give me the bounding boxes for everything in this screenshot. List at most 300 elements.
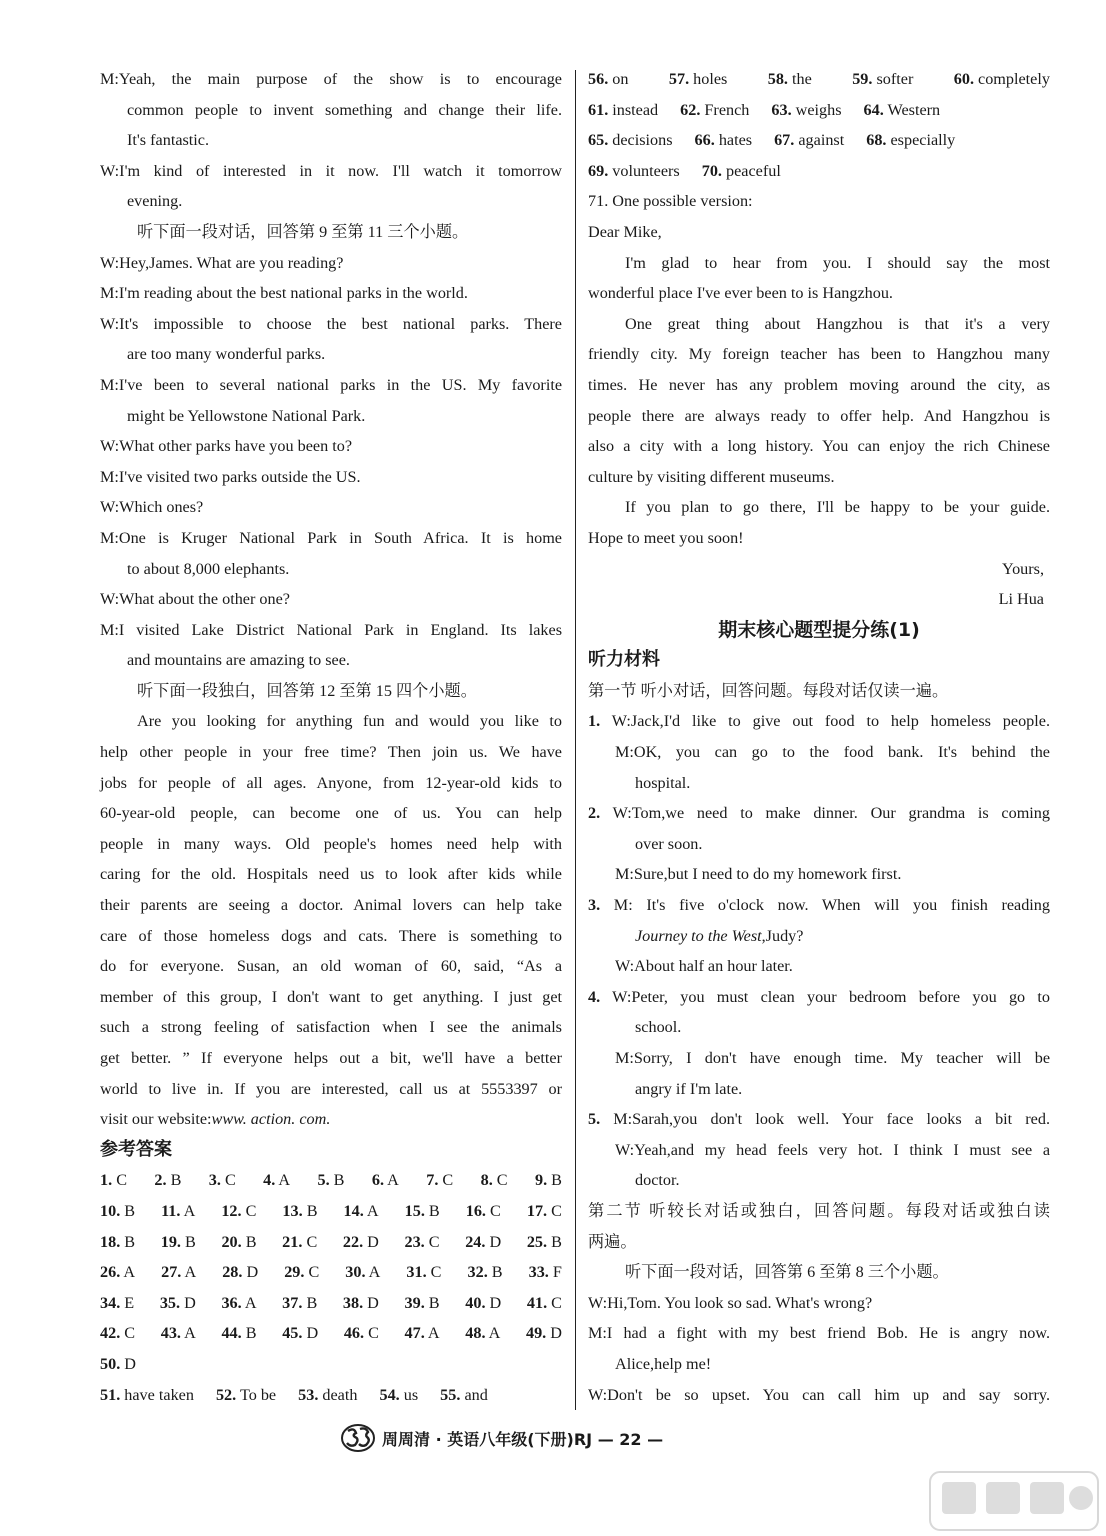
- answer-value: weighs: [791, 100, 842, 119]
- answer-item: [954, 64, 1050, 95]
- answer-item: [344, 1318, 379, 1349]
- answer-item: [221, 1318, 256, 1349]
- essay-line: I'm glad to hear from you. I should say the most: [625, 253, 1050, 272]
- answer-value: D: [363, 1232, 379, 1251]
- answer-value: peaceful: [721, 161, 781, 180]
- answer-item: [405, 1288, 440, 1319]
- dialog-line: M:I'm reading about the best national parks in the world.: [100, 284, 468, 303]
- essay-line: times. He never has any problem moving around the city, as: [588, 375, 1050, 394]
- answer-value: B: [302, 1293, 318, 1312]
- answer-item: [588, 64, 628, 95]
- answer-number: 70.: [701, 161, 722, 180]
- dialog-text: W:Jack,I'd like to give out food to help homeless people.: [611, 712, 1050, 731]
- answer-value: Western: [883, 100, 941, 119]
- answer-number: 47.: [404, 1324, 425, 1343]
- dialog-line: W:It's impossible to choose the best national parks. There: [100, 314, 562, 333]
- dialog-line: to about 8,000 elephants.: [127, 559, 290, 578]
- answer-item: [465, 1288, 501, 1319]
- dialog-line: [588, 982, 1050, 1013]
- item-number: 4.: [588, 987, 601, 1006]
- answer-number: 31.: [406, 1263, 427, 1282]
- answer-value: C: [547, 1293, 562, 1312]
- answer-item: [527, 1288, 562, 1319]
- answer-number: 60.: [953, 70, 974, 88]
- dialog-line: W:What other parks have you been to?: [100, 437, 353, 456]
- answer-number: 5.: [317, 1171, 330, 1190]
- part2-heading: 第二节 听较长对话或独白，回答问题。每段对话或独白读: [588, 1201, 1050, 1220]
- answer-value: C: [220, 1171, 236, 1190]
- answer-number: 62.: [680, 100, 701, 119]
- answer-value: A: [363, 1201, 379, 1220]
- answer-number: 69.: [588, 161, 609, 180]
- answer-item: [100, 1227, 135, 1258]
- answer-value: A: [181, 1263, 197, 1282]
- answer-value: softer: [872, 70, 914, 88]
- answer-value: A: [384, 1171, 399, 1190]
- page-footer: [340, 1418, 663, 1458]
- answer-key: [588, 64, 1050, 186]
- monologue-line: jobs for people of all ages. Anyone, from 12-year-old kids to: [100, 773, 562, 792]
- answer-item: [526, 1318, 562, 1349]
- answer-row: [588, 156, 1050, 187]
- website-url: www. action. com.: [211, 1110, 331, 1129]
- answer-key: [100, 1165, 562, 1410]
- answer-row: [100, 1318, 562, 1349]
- dialog-line: M:OK, you can go to the food bank. It's behind the: [615, 743, 1050, 762]
- answers-heading: 参考答案: [100, 1138, 172, 1160]
- section-title: 期末核心题型提分练(1): [718, 618, 920, 641]
- answer-number: 7.: [426, 1171, 439, 1190]
- dialog-line: school.: [635, 1018, 682, 1037]
- answer-number: 37.: [282, 1293, 303, 1312]
- dialog-line: [588, 890, 1050, 921]
- answer-number: 6.: [371, 1171, 384, 1190]
- answer-number: 22.: [342, 1232, 364, 1251]
- answer-value: B: [329, 1171, 345, 1190]
- answer-number: 65.: [588, 131, 609, 150]
- dialog-line: W:About half an hour later.: [615, 957, 793, 976]
- answer-value: C: [492, 1171, 508, 1190]
- answer-item: [852, 64, 913, 95]
- dialog-line: M:Yeah, the main purpose of the show is to encourage: [100, 70, 562, 88]
- answer-value: A: [424, 1324, 440, 1343]
- answer-value: A: [275, 1171, 291, 1190]
- answer-item: [669, 64, 727, 95]
- answer-item: [535, 1165, 562, 1196]
- answer-item: [154, 1165, 181, 1196]
- answer-value: have taken: [120, 1385, 194, 1404]
- answer-item: [588, 95, 658, 126]
- answer-row: [100, 1288, 562, 1319]
- monologue-line: care of those homeless dogs and cats. There is something to: [100, 926, 562, 945]
- monologue-line: do for everyone. Susan, an old woman of 60, said, “As a: [100, 957, 562, 976]
- dialog-line: might be Yellowstone National Park.: [127, 406, 366, 425]
- question-note: 听下面一段独白，回答第 12 至第 15 四个小题。: [137, 681, 477, 700]
- answer-item: [468, 1257, 503, 1288]
- answer-value: us: [399, 1385, 419, 1404]
- answer-number: 28.: [222, 1263, 243, 1282]
- answer-number: 12.: [221, 1201, 242, 1220]
- answer-item: [426, 1165, 453, 1196]
- answer-item: [588, 125, 673, 156]
- answer-value: C: [485, 1201, 501, 1220]
- answer-value: A: [365, 1263, 381, 1282]
- dialog-text: M: It's five o'clock now. When will you finish reading: [613, 896, 1050, 915]
- answer-number: 59.: [852, 70, 873, 88]
- item-number: 1.: [588, 712, 601, 731]
- answer-item: [221, 1227, 256, 1258]
- answer-row: [100, 1380, 562, 1411]
- answer-value: A: [180, 1201, 196, 1220]
- monologue-line: people in many ways. Old people's homes need help with: [100, 834, 562, 853]
- answer-item: [481, 1165, 508, 1196]
- essay-line: people there are always ready to offer help. And Hangzhou is: [588, 406, 1050, 425]
- answer-item: [298, 1380, 357, 1411]
- dialog-line: Alice,help me!: [615, 1354, 712, 1373]
- watermark-logo: [926, 1468, 1102, 1534]
- answer-number: 9.: [534, 1171, 548, 1190]
- answer-item: [100, 1257, 135, 1288]
- answer-item: [379, 1380, 418, 1411]
- answer-number: 33.: [528, 1263, 549, 1282]
- dialog-line: over soon.: [635, 834, 703, 853]
- essay-line: friendly city. My foreign teacher has been to Hangzhou many: [588, 345, 1050, 364]
- answer-item: [866, 125, 955, 156]
- answer-value: D: [485, 1232, 502, 1251]
- answer-value: C: [424, 1232, 440, 1251]
- dialog-line: M:I've been to several national parks in the US. My favorite: [100, 375, 562, 394]
- answer-value: E: [120, 1293, 135, 1312]
- answer-number: 18.: [100, 1232, 121, 1251]
- answer-number: 2.: [154, 1171, 167, 1190]
- answer-number: 38.: [342, 1293, 364, 1312]
- dialog-line: M:Sorry, I don't have enough time. My teacher will be: [615, 1049, 1050, 1067]
- answer-value: C: [364, 1324, 379, 1343]
- answer-item: [588, 156, 680, 187]
- footer-text: 周周清 · 英语八年级(下册)RJ — 22 —: [382, 1429, 664, 1449]
- answer-value: B: [487, 1263, 503, 1282]
- answer-number: 29.: [284, 1263, 305, 1282]
- answer-value: B: [166, 1171, 182, 1190]
- answer-number: 66.: [694, 131, 715, 150]
- monologue-line: get better. ” If everyone helps out a bit, we'll have a better: [100, 1049, 562, 1067]
- dialog-line: W:Don't be so upset. You can call him up and say sorry.: [588, 1385, 1050, 1404]
- answer-value: C: [112, 1171, 127, 1190]
- question-note: 听下面一段对话，回答第 9 至第 11 三个小题。: [137, 222, 469, 241]
- answer-value: C: [302, 1232, 318, 1251]
- answer-value: holes: [689, 70, 728, 88]
- answer-row: [100, 1227, 562, 1258]
- dialog-line: common people to invent something and change their life.: [127, 100, 562, 119]
- answer-item: [768, 64, 812, 95]
- item-number: 2.: [588, 804, 601, 823]
- answer-value: B: [241, 1232, 257, 1251]
- answer-number: 54.: [379, 1385, 400, 1404]
- answer-value: A: [120, 1263, 136, 1282]
- answer-row: [588, 125, 1050, 156]
- answer-value: B: [120, 1232, 136, 1251]
- answer-number: 68.: [866, 131, 887, 150]
- monologue-line: their parents are seeing a doctor. Animal lovers can help take: [100, 896, 562, 915]
- answer-item: [100, 1196, 135, 1227]
- answer-number: 39.: [404, 1293, 425, 1312]
- answer-item: [221, 1196, 256, 1227]
- answer-item: [100, 1288, 134, 1319]
- essay-line: also a city with a long history. You can enjoy the rich Chinese: [588, 437, 1050, 456]
- essay-line: wonderful place I've ever been to is Hangzhou.: [588, 284, 893, 303]
- salutation: Dear Mike,: [588, 222, 662, 241]
- answer-value: D: [363, 1293, 379, 1312]
- answer-item: [284, 1257, 319, 1288]
- answer-number: 20.: [221, 1232, 242, 1251]
- answer-number: 13.: [282, 1201, 303, 1220]
- answer-value: on: [608, 70, 629, 88]
- answer-item: [405, 1318, 440, 1349]
- answer-number: 19.: [160, 1232, 181, 1251]
- answer-number: 55.: [440, 1385, 461, 1404]
- answer-item: [160, 1288, 196, 1319]
- answer-value: D: [302, 1324, 319, 1343]
- monologue-line: world to live in. If you are interested, call us at 5553397 or: [100, 1079, 562, 1098]
- dialog-line: W:Which ones?: [100, 498, 204, 517]
- left-column: [100, 64, 562, 1410]
- answer-item: [680, 95, 749, 126]
- monologue-line: member of this group, I don't want to get anything. I just get: [100, 987, 562, 1006]
- monologue-line: such a strong feeling of satisfaction when I see the animals: [100, 1018, 562, 1037]
- answer-value: D: [546, 1324, 562, 1343]
- item-number: 3.: [588, 896, 601, 915]
- answer-value: French: [700, 100, 750, 119]
- answer-number: 57.: [668, 70, 690, 88]
- answer-number: 24.: [465, 1232, 486, 1251]
- answer-value: B: [302, 1201, 318, 1220]
- answer-number: 58.: [767, 70, 788, 88]
- answer-item: [282, 1288, 317, 1319]
- answer-number: 43.: [160, 1324, 181, 1343]
- dialog-line: hospital.: [635, 773, 691, 792]
- right-column: [588, 64, 1050, 1410]
- essay-line: One great thing about Hangzhou is that it's a very: [625, 314, 1050, 333]
- essay-line: Hope to meet you soon!: [588, 528, 744, 547]
- answer-item: [216, 1380, 276, 1411]
- answer-item: [527, 1227, 562, 1258]
- answer-value: decisions: [608, 131, 673, 150]
- dialog-line: are too many wonderful parks.: [127, 345, 326, 364]
- answer-value: and: [460, 1385, 488, 1404]
- answer-number: 10.: [100, 1201, 121, 1220]
- answer-number: 34.: [100, 1293, 121, 1312]
- dialog-line: It's fantastic.: [127, 131, 210, 150]
- answer-value: D: [120, 1354, 136, 1373]
- dialog-line: [588, 706, 1050, 737]
- answer-item: [702, 156, 781, 187]
- answer-item: [345, 1257, 380, 1288]
- answer-row: [100, 1196, 562, 1227]
- dialog-line: W:Yeah,and my head feels very hot. I think I must see a: [615, 1140, 1050, 1159]
- answer-number: 11.: [161, 1201, 181, 1220]
- answer-number: 25.: [526, 1232, 548, 1251]
- answer-item: [440, 1380, 488, 1411]
- answer-value: completely: [973, 70, 1050, 88]
- answer-number: 67.: [774, 131, 795, 150]
- answer-item: [404, 1227, 439, 1258]
- answer-row: [588, 95, 1050, 126]
- answer-value: To be: [236, 1385, 277, 1404]
- answer-value: F: [548, 1263, 562, 1282]
- answer-number: 61.: [588, 100, 609, 119]
- dialog-line: M:I had a fight with my best friend Bob. He is angry now.: [588, 1324, 1050, 1343]
- answer-value: B: [547, 1232, 562, 1251]
- answer-value: A: [485, 1324, 501, 1343]
- answer-number: 27.: [161, 1263, 182, 1282]
- answer-item: [405, 1196, 440, 1227]
- answer-value: instead: [608, 100, 659, 119]
- answer-item: [221, 1288, 256, 1319]
- answer-number: 17.: [526, 1201, 548, 1220]
- answer-item: [465, 1227, 501, 1258]
- answer-row: [588, 64, 1050, 95]
- dialog-line: angry if I'm late.: [635, 1079, 743, 1098]
- answer-number: 56.: [588, 70, 609, 88]
- dialog-line: [588, 1104, 1050, 1135]
- monologue-line: 60-year-old people, can become one of us. You can help: [100, 804, 562, 823]
- answer-value: B: [120, 1201, 136, 1220]
- answer-item: [282, 1196, 317, 1227]
- answer-item: [771, 95, 841, 126]
- answer-number: 51.: [100, 1385, 121, 1404]
- answer-number: 48.: [465, 1324, 486, 1343]
- answer-item: [465, 1318, 500, 1349]
- answer-item: [695, 125, 753, 156]
- publisher-logo: [340, 1421, 376, 1455]
- answer-item: [343, 1227, 379, 1258]
- answer-number: 4.: [263, 1171, 276, 1190]
- answer-number: 52.: [215, 1385, 237, 1404]
- answer-value: B: [424, 1201, 440, 1220]
- dialog-line: W:Hi,Tom. You look so sad. What's wrong?: [588, 1293, 873, 1312]
- item-number: 5.: [588, 1110, 601, 1129]
- answer-value: against: [794, 131, 845, 150]
- answer-item: [263, 1165, 290, 1196]
- answer-item: [282, 1318, 318, 1349]
- answer-value: C: [438, 1171, 454, 1190]
- dialog-text: M:Sarah,you don't look well. Your face looks a bit red.: [613, 1110, 1051, 1129]
- answer-item: [222, 1257, 258, 1288]
- dialog-line: and mountains are amazing to see.: [127, 651, 350, 670]
- answer-value: especially: [886, 131, 956, 150]
- answer-item: [466, 1196, 501, 1227]
- dialog-line: W:Hey,James. What are you reading?: [100, 253, 344, 272]
- answer-number: 46.: [343, 1324, 365, 1343]
- dialog-text: W:Tom,we need to make dinner. Our grandma is coming: [612, 804, 1050, 823]
- monologue-line: [100, 1104, 562, 1135]
- closing: Yours,: [1002, 559, 1044, 578]
- answer-item: [209, 1165, 236, 1196]
- answer-item: [372, 1165, 399, 1196]
- answer-number: 44.: [221, 1324, 242, 1343]
- answer-number: 42.: [100, 1324, 121, 1343]
- dialog-line: [588, 921, 1050, 952]
- answer-number: 41.: [526, 1293, 548, 1312]
- answer-number: 3.: [208, 1171, 221, 1190]
- answer-number: 49.: [525, 1324, 547, 1343]
- answer-item: [161, 1257, 196, 1288]
- answer-item: [282, 1227, 317, 1258]
- answer-item: [100, 1318, 135, 1349]
- answer-item: [527, 1196, 562, 1227]
- answer-item: [100, 1380, 194, 1411]
- monologue-text: visit our website:: [100, 1110, 212, 1129]
- dialog-line: doctor.: [635, 1171, 680, 1190]
- dialog-line: [588, 798, 1050, 829]
- answer-item: [406, 1257, 441, 1288]
- answer-number: 35.: [159, 1293, 181, 1312]
- dialog-line: evening.: [127, 192, 183, 211]
- answer-row: [100, 1165, 562, 1196]
- answer-item: [529, 1257, 562, 1288]
- dialog-line: M:Sure,but I need to do my homework first.: [615, 865, 902, 884]
- dialog-line: M:I visited Lake District National Park in England. Its lakes: [100, 620, 562, 639]
- dialog-text: ,Judy?: [761, 926, 804, 945]
- answer-row: [100, 1257, 562, 1288]
- answer-number: 1.: [100, 1171, 113, 1190]
- listening-heading: 听力材料: [588, 649, 660, 671]
- answer-value: C: [241, 1201, 257, 1220]
- answer-value: the: [787, 70, 812, 88]
- answer-item: [864, 95, 941, 126]
- answer-item: [343, 1288, 379, 1319]
- signature: Li Hua: [998, 590, 1044, 609]
- part2-heading: 两遍。: [588, 1232, 637, 1251]
- dialog-line: M:I've visited two parks outside the US.: [100, 467, 361, 486]
- monologue-line: caring for the old. Hospitals need us to look after kids while: [100, 865, 562, 884]
- answer-number: 14.: [343, 1201, 364, 1220]
- dialog-text: W:Peter, you must clean your bedroom before you go to: [612, 987, 1050, 1006]
- monologue-line: help other people in your free time? Then join us. We have: [100, 743, 562, 762]
- essay-line: culture by visiting different museums.: [588, 467, 835, 486]
- answer-value: B: [424, 1293, 440, 1312]
- answer-item: [317, 1165, 344, 1196]
- answer-value: C: [547, 1201, 562, 1220]
- answer-value: C: [426, 1263, 442, 1282]
- answer-value: A: [241, 1293, 257, 1312]
- answer-value: death: [318, 1385, 358, 1404]
- answer-value: D: [485, 1293, 502, 1312]
- answer-item: [774, 125, 844, 156]
- answer-value: hates: [714, 131, 753, 150]
- answer-number: 45.: [282, 1324, 303, 1343]
- book-title: Journey to the West: [635, 926, 762, 945]
- answer-number: 53.: [298, 1385, 319, 1404]
- column-divider: [575, 70, 576, 1410]
- answer-number: 15.: [404, 1201, 425, 1220]
- part1-heading: 第一节 听小对话，回答问题。每段对话仅读一遍。: [588, 681, 949, 700]
- answer-value: B: [241, 1324, 257, 1343]
- answer-value: D: [242, 1263, 259, 1282]
- essay-intro: 71. One possible version:: [588, 192, 753, 211]
- answer-value: volunteers: [608, 161, 680, 180]
- answer-number: 21.: [282, 1232, 303, 1251]
- answer-row: [100, 1349, 562, 1380]
- answer-number: 40.: [465, 1293, 486, 1312]
- essay-line: If you plan to go there, I'll be happy to be your guide.: [625, 498, 1050, 517]
- answer-number: 26.: [100, 1263, 121, 1282]
- answer-item: [161, 1227, 196, 1258]
- answer-number: 36.: [221, 1293, 242, 1312]
- dialog-line: W:What about the other one?: [100, 590, 290, 609]
- answer-item: [100, 1349, 136, 1380]
- answer-number: 23.: [404, 1232, 425, 1251]
